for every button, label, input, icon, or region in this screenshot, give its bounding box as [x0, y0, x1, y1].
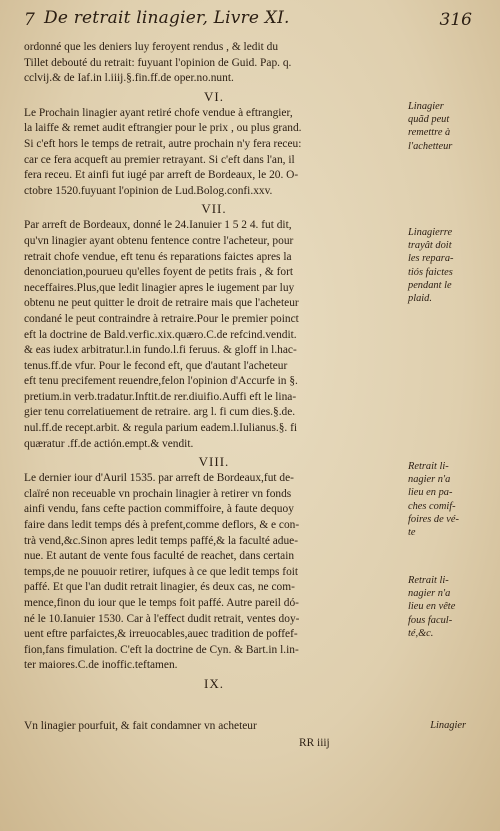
text-line: denonciation,pourueu qu'elles foyent de petits frais , & fort: [24, 266, 294, 279]
text-line: Tillet debouté du retrait: fuyuant l'opinion de Guid. Pap. q.: [24, 56, 292, 69]
section-number: IX.: [204, 675, 224, 691]
margin-note-line: Retrait li-: [408, 461, 449, 472]
text-line: la laiffe & remet audit eftrangier pour le prix , ou plus grand.: [24, 122, 302, 135]
margin-note-line: lieu en pa-: [408, 487, 453, 499]
page-footer: [24, 720, 474, 749]
text-line: Le dernier iour d'Auril 1535. par arreft de Bordeaux,fut de-: [24, 472, 294, 485]
section-number: VI.: [204, 88, 224, 104]
text-line: retrait chofe vendue, eft tenu és reparations faictes apres la: [24, 250, 292, 263]
catchword: Linagier: [430, 720, 466, 731]
text-line: ter maiores.C.de inoffic.teftamen.: [24, 659, 178, 672]
text-line: ordonné que les deniers luy feroyent rendus , & ledit du: [24, 41, 279, 53]
text-line: fion,fans fimulation. C'eft la doctrine de Cyn. & Bart.in l.in-: [24, 643, 299, 656]
margin-note-line: Linagier: [408, 101, 444, 112]
text-line: & eas iudex arbitratur.l.in fundo.l.fi feruus. & gloff in l.hac-: [24, 344, 297, 357]
text-line: quæratur .ff.de actión.empt.& vendit.: [24, 437, 194, 450]
text-line: tenus.ff.de vfur. Pour le fecond eft, que d'autant l'acheteur: [24, 359, 288, 372]
text-line: gier tenu correlatiuement de retraire. arg l. fi cum dies.§.de.: [24, 406, 296, 419]
text-line: pretium.in verb.tradatur.Inftit.de rer.diuifio.Auffi eft le lina-: [24, 390, 297, 403]
section-number: VII.: [201, 201, 227, 217]
folio-number: 316: [439, 10, 472, 30]
margin-note-line: quãd peut: [408, 114, 450, 126]
signature-mark: RR iiij: [299, 737, 330, 749]
margin-note-line: fous facul-: [408, 614, 453, 626]
text-line: temps,de ne pouuoir retirer, iufques à ce que ledit temps foit: [24, 565, 299, 578]
text-line: ainfi vendu, fans cefte paction commiffoire, à faute dequoy: [24, 503, 294, 516]
margin-note-line: les repara-: [408, 253, 454, 265]
margin-note-line: Linagierre: [408, 227, 453, 238]
margin-note-line: nagier n'a: [408, 588, 451, 600]
text-line: ctobre 1520.fuyuant l'opinion de Lud.Bolog.confi.xxv.: [24, 184, 273, 197]
text-line: eft tenu precifement reuendre,felon l'opinion d'Accurfe in §.: [24, 375, 298, 388]
margin-note-line: tiós faictes: [408, 266, 453, 278]
marginal-note-remettre: [408, 100, 482, 153]
text-line: Le Prochain linagier ayant retiré chofe vendue à eftrangier,: [24, 106, 293, 119]
text-line: fera receu. Et ainfi fut iugé par arreft de Bordeaux, le 20. O-: [24, 169, 299, 182]
margin-note-line: l'achetteur: [408, 140, 453, 152]
text-line: cclvij.& de Iaf.in l.iiij.§.fin.ff.de oper.no.nunt.: [24, 72, 234, 85]
margin-note-line: lieu en vête: [408, 601, 456, 613]
text-line: né le 10.Ianuier 1530. Car à l'effect dudit retrait, ventes doy-: [24, 612, 300, 625]
text-line: obtenu ne peut quitter le droit de retraire mais que l'acheteur: [24, 297, 299, 310]
text-line: car ce fera acqueft au premier retrayant. Si c'eft dans l'an, il: [24, 153, 295, 166]
margin-note-line: nagier n'a: [408, 474, 451, 486]
text-line: nul.ff.de recept.arbit. & regula parium eadem.l.Iulianus.§. fi: [24, 422, 298, 435]
section-number: VIII.: [198, 454, 230, 470]
running-header: [24, 8, 472, 36]
text-line: trà vend,&c.Sinon apres ledit temps paffé,& la faculté adue-: [24, 534, 299, 547]
margin-note-line: ches comif-: [408, 500, 456, 512]
marginal-note-faculte: [408, 574, 482, 640]
text-line: neceffaires.Plus,que ledit linagier apres le iugement par luy: [24, 281, 295, 294]
marginal-note-commissoire: [408, 460, 482, 539]
text-line: paffé. Et que l'an dudit retrait linagier, és deux cas, ne com-: [24, 581, 295, 594]
text-line: nue. Et autant de vente fous faculté de reachet, dans certain: [24, 550, 295, 563]
last-body-line: Vn linagier pourfuit, & fait condamner vn acheteur: [24, 720, 257, 732]
text-line: condané le peut contraindre à retraire.Pour le premier poinct: [24, 312, 299, 325]
margin-note-line: te: [408, 527, 416, 539]
margin-note-line: pendant le: [408, 279, 452, 291]
text-line: qu'vn linagier ayant obtenu fentence contre l'acheteur, pour: [24, 234, 294, 247]
text-line: Si c'eft hors le temps de retrait, autre prochain n'y fera receu:: [24, 137, 302, 150]
margin-note-line: Retrait li-: [408, 575, 449, 586]
text-line: faire dans ledit temps dés à prefent,comme deflors, & e con-: [24, 519, 300, 532]
marginal-note-reparations: [408, 226, 482, 305]
text-line: claïré non receuable vn prochain linagier à retirer vn fonds: [24, 487, 292, 500]
running-title: De retrait linagier, Livre XI.: [44, 8, 290, 28]
margin-note-line: remettre à: [408, 127, 451, 139]
text-line: mence,finon du iour que le temps foit paffé. Autre pareil dó-: [24, 597, 299, 609]
margin-note-line: foires de vé-: [408, 513, 459, 525]
main-text-column: [24, 40, 404, 693]
page-number: 7: [24, 10, 35, 30]
margin-note-line: té,&c.: [408, 627, 434, 639]
margin-note-line: plaid.: [408, 293, 432, 305]
text-line: eft la doctrine de Bald.verfic.xix.quæro.C.de refcind.vendit.: [24, 328, 297, 341]
text-line: uent eftre parfaictes,& irreuocables,auec tradition de poffef-: [24, 628, 298, 641]
margin-note-line: trayât doit: [408, 240, 452, 252]
text-line: Par arreft de Bordeaux, donné le 24.Ianuier 1 5 2 4. fut dit,: [24, 219, 292, 232]
